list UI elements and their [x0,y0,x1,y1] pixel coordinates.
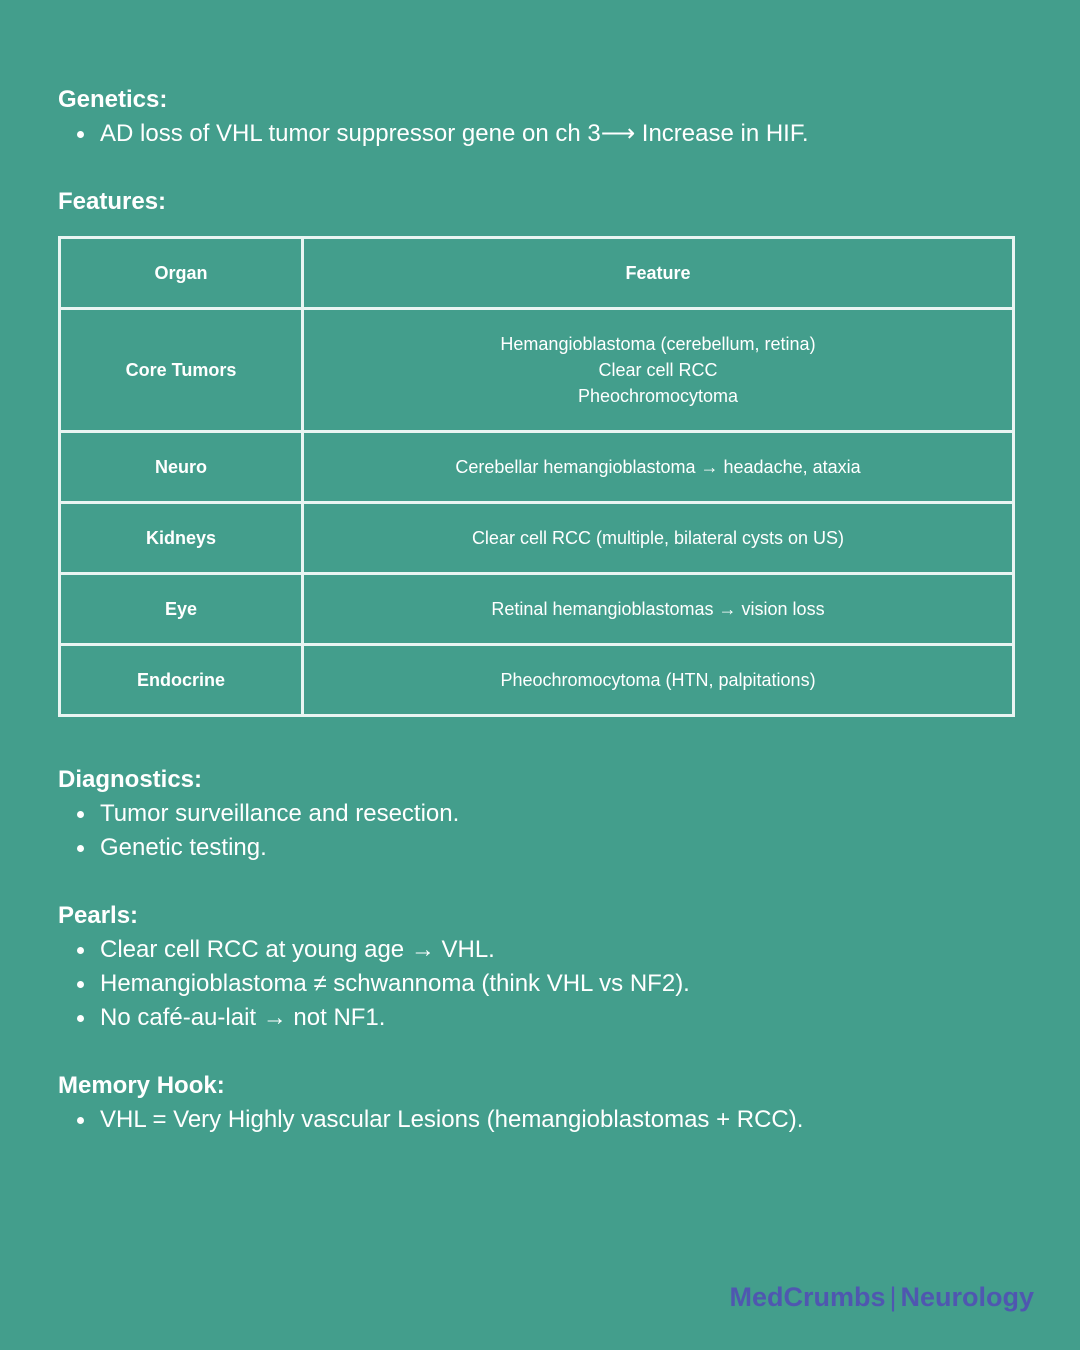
feature-line: Hemangioblastoma (cerebellum, retina) [500,334,816,354]
pearls-heading: Pearls: [58,902,139,929]
table-row [60,432,1014,503]
table-row [60,309,1014,432]
organ-header: Organ [60,238,303,309]
feature-cell: Pheochromocytoma (HTN, palpitations) [303,645,1014,716]
feature-line: Pheochromocytoma [577,386,739,406]
organ-cell: Kidneys [60,503,303,574]
brand-name: MedCrumbs [729,1282,886,1312]
brand-separator: | [889,1282,897,1312]
list-item: Genetic testing. [58,831,459,865]
list-item: Tumor surveillance and resection. [58,797,459,831]
diagnostics-heading: Diagnostics: [58,766,203,793]
features-table [58,236,1015,717]
table-header-row [60,238,1014,309]
organ-cell: Neuro [60,432,303,503]
memory-hook-list [58,1103,803,1137]
feature-header: Feature [303,238,1014,309]
pearls-list [58,933,690,1035]
list-item: AD loss of VHL tumor suppressor gene on ch 3⟶ Increase in HIF. [58,117,809,151]
feature-cell [303,309,1014,432]
feature-line: Clear cell RCC [598,360,718,380]
memory-hook-heading: Memory Hook: [58,1072,225,1099]
table-row [60,574,1014,645]
list-item: No café-au-lait → not NF1. [58,1001,690,1035]
genetics-heading: Genetics: [58,86,168,113]
table-row [60,503,1014,574]
diagnostics-list [58,797,459,865]
feature-cell: Retinal hemangioblastomas → vision loss [303,574,1014,645]
feature-cell: Cerebellar hemangioblastoma → headache, ataxia [303,432,1014,503]
organ-cell: Eye [60,574,303,645]
organ-cell: Core Tumors [60,309,303,432]
feature-cell: Clear cell RCC (multiple, bilateral cysts on US) [303,503,1014,574]
brand-section: Neurology [900,1282,1034,1312]
organ-cell: Endocrine [60,645,303,716]
features-heading: Features: [58,188,167,215]
table-row [60,645,1014,716]
list-item: Clear cell RCC at young age → VHL. [58,933,690,967]
genetics-list [58,117,809,151]
list-item: VHL = Very Highly vascular Lesions (hemangioblastomas + RCC). [58,1103,803,1137]
list-item: Hemangioblastoma ≠ schwannoma (think VHL vs NF2). [58,967,690,1001]
brand-watermark [729,1282,1034,1313]
